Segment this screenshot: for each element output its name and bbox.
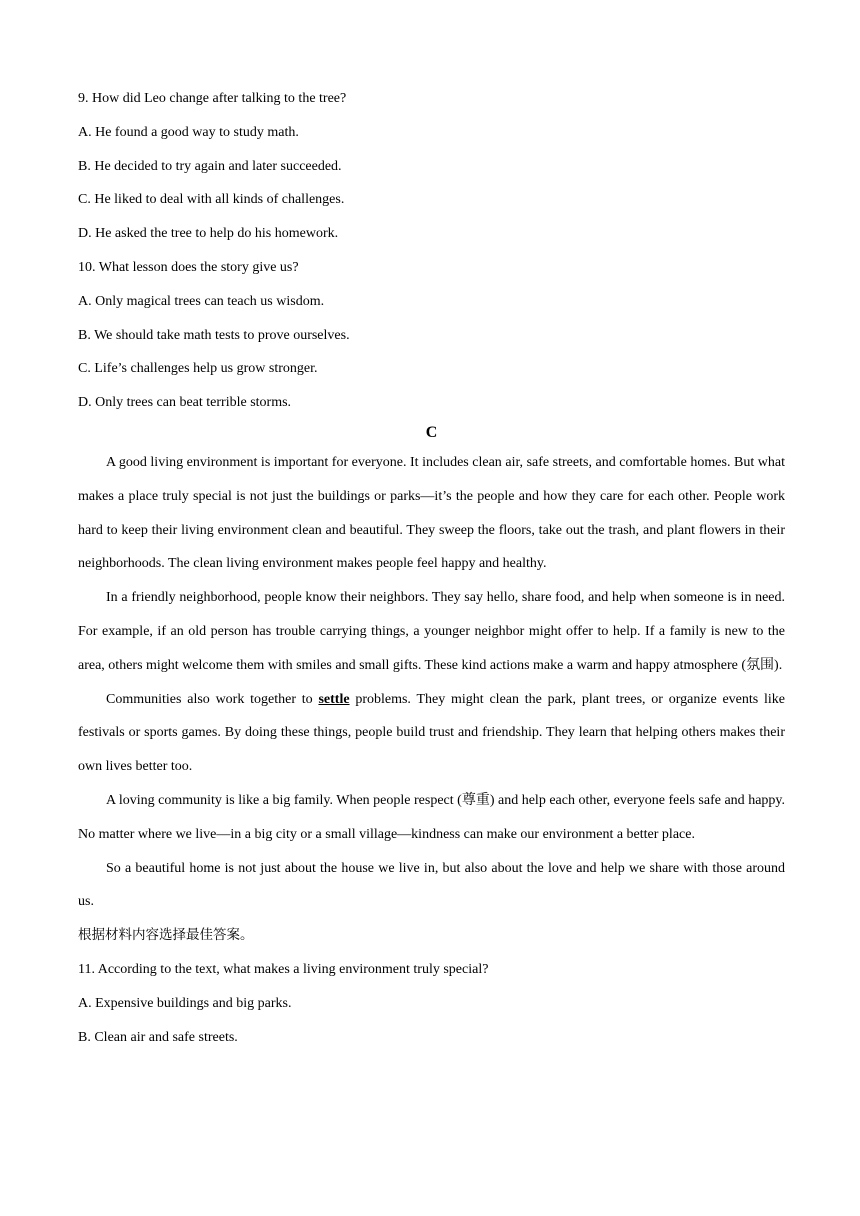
question-9-option-c: C. He liked to deal with all kinds of challenges.: [78, 192, 345, 208]
paragraph-3-rest: problems. They might clean the park, plant trees, or organize events like festivals or sports games. By doing these things, people build trust and friendship. They learn that helping others makes their own lives better too.: [78, 691, 786, 775]
passage-paragraph-1: A good living environment is important for everyone. It includes clean air, safe streets, and comfortable homes. But what makes a place truly special is not just the buildings or parks—it’s the people and how they care for each other. People work hard to keep their living environment clean and beautiful. They sweep the floors, take out the trash, and plant flowers in their neighborhoods. The clean living environment makes people feel happy and healthy.: [78, 454, 785, 572]
question-10-stem: 10. What lesson does the story give us?: [78, 259, 299, 275]
question-11-stem: 11. According to the text, what makes a living environment truly special?: [78, 961, 489, 977]
passage-paragraph-3: [78, 683, 785, 784]
question-11-option-b: B. Clean air and safe streets.: [78, 1029, 238, 1045]
question-9-option-d: D. He asked the tree to help do his homework.: [78, 226, 339, 242]
question-10-option-b: B. We should take math tests to prove ourselves.: [78, 327, 350, 343]
question-9-option-a: A. He found a good way to study math.: [78, 124, 299, 140]
page-content: [78, 82, 785, 1054]
section-title: C: [425, 423, 438, 441]
paragraph-3-lead: Communities also work together to: [106, 691, 319, 707]
passage-paragraph-4: A loving community is like a big family. When people respect (尊重) and help each other, everyone feels safe and happy. No matter where we live—in a big city or a small village—kindness can make our environment a better place.: [78, 792, 785, 842]
keyword-settle: settle: [318, 691, 350, 707]
passage-paragraph-5: So a beautiful home is not just about the house we live in, but also about the love and help we share with those around us.: [78, 860, 785, 910]
question-11-option-a: A. Expensive buildings and big parks.: [78, 995, 292, 1011]
question-9-stem: 9. How did Leo change after talking to the tree?: [78, 91, 347, 106]
question-10-option-d: D. Only trees can beat terrible storms.: [78, 395, 292, 411]
question-9-option-b: B. He decided to try again and later succeeded.: [78, 158, 342, 174]
question-10-option-a: A. Only magical trees can teach us wisdom.: [78, 293, 325, 309]
passage-paragraph-2: In a friendly neighborhood, people know their neighbors. They say hello, share food, and help when someone is in need. For example, if an old person has trouble carrying things, a younger neighbor might offer to help. If a family is new to the area, others might welcome them with smiles and small gifts. These kind actions make a warm and happy atmosphere (氛围).: [78, 590, 785, 673]
question-10-option-c: C. Life’s challenges help us grow stronger.: [78, 361, 318, 377]
instruction-text: 根据材料内容选择最佳答案。: [78, 927, 254, 944]
